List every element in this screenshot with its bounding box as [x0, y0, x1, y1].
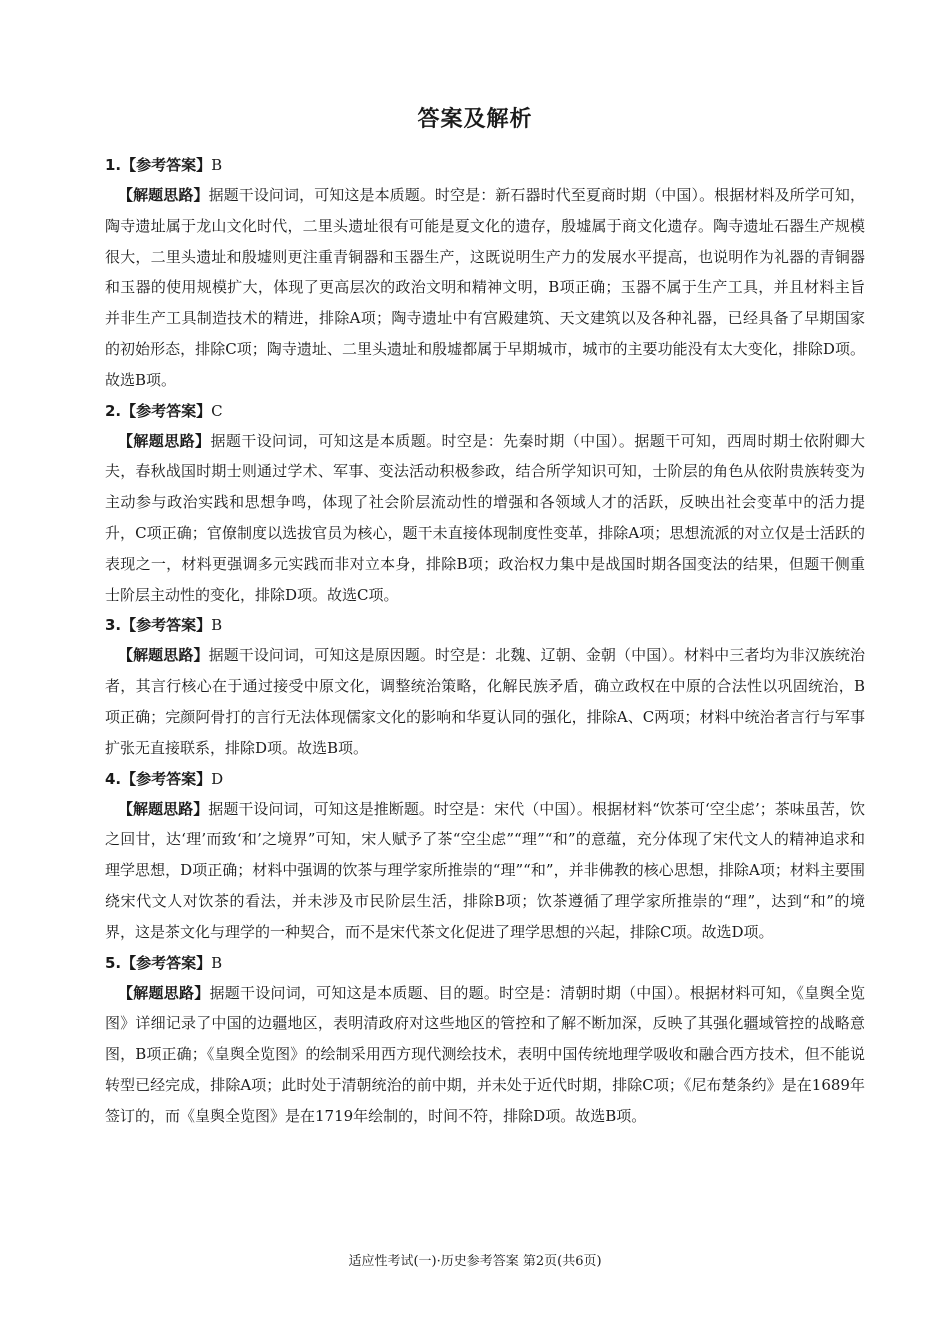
answer-value: B — [211, 616, 223, 635]
page-footer: 适应性考试(一)·历史参考答案 第2页(共6页) — [348, 1254, 602, 1269]
question-number: 4. — [105, 769, 122, 788]
analysis-paragraph — [105, 180, 865, 396]
analysis-tag: 【解题思路】 — [118, 646, 209, 665]
question-number: 1. — [105, 156, 122, 174]
answer-tag: 【参考答案】 — [121, 953, 212, 972]
analysis-text: 据题干设问词，可知这是本质题。时空是：先秦时期（中国）。据题干可知，西周时期士依附卿大夫，春秋战国时期士则通过学术、军事、变法活动积极参政，结合所学知识可知，士阶层的角色从依附贵族转变为主动参与政治实践和思想争鸣，体现了社会阶层流动性的增强和各领域人才的活跃，反映出社会变革中的活力提升，C项正确；官僚制度以选拔官员为核心，题干未直接体现制度性变革，排除A项；思想流派的对立仅是士活跃的表现之一，材料更强调多元实践而非对立本身，排除B项；政治权力集中是战国时期各国变法的结果，但题干侧重士阶层主动性的变化，排除D项。故选C项。 — [105, 431, 865, 604]
question-item — [105, 610, 865, 763]
answer-line — [105, 610, 865, 640]
question-number: 3. — [105, 616, 122, 635]
analysis-tag: 【解题思路】 — [118, 983, 210, 1002]
answer-tag: 【参考答案】 — [121, 156, 212, 174]
analysis-tag: 【解题思路】 — [118, 799, 209, 818]
answer-value: B — [211, 156, 223, 174]
analysis-tag: 【解题思路】 — [118, 186, 209, 204]
answer-list — [105, 150, 865, 1132]
analysis-tag: 【解题思路】 — [118, 431, 211, 450]
question-item — [105, 150, 865, 396]
analysis-text: 据题干设问词，可知这是本质题。时空是：新石器时代至夏商时期（中国）。根据材料及所学可知，陶寺遗址属于龙山文化时代，二里头遗址很有可能是夏文化的遗存，殷墟属于商文化遗存。陶寺遗址石器生产规模很大，二里头遗址和殷墟则更注重青铜器和玉器生产，这既说明生产力的发展水平提高，也说明作为礼器的青铜器和玉器的使用规模扩大，体现了更高层次的政治文明和精神文明，B项正确；玉器不属于生产工具，并且材料主旨并非生产工具制造技术的精进，排除A项；陶寺遗址中有宫殿建筑、天文建筑以及各种礼器，已经具备了早期国家的初始形态，排除C项；陶寺遗址、二里头遗址和殷墟都属于早期城市，城市的主要功能没有太大变化，排除D项。故选B项。 — [105, 186, 865, 389]
answer-line — [105, 150, 865, 180]
analysis-paragraph — [105, 794, 865, 948]
question-number: 5. — [105, 953, 122, 972]
answer-tag: 【参考答案】 — [121, 401, 212, 420]
answer-tag: 【参考答案】 — [121, 769, 212, 788]
question-item — [105, 764, 865, 948]
analysis-text: 据题干设问词，可知这是推断题。时空是：宋代（中国）。根据材料“饮茶可‘空尘虑’；茶味虽苦，饮之回甘，达‘理’而致‘和’之境界”可知，宋人赋予了茶“空尘虑”“理”“和”的意蕴，充分体现了宋代文人的精神追求和理学思想，D项正确；材料中强调的饮茶与理学家所推崇的“理”“和”，并非佛教的核心思想，排除A项；材料主要围绕宋代文人对饮茶的看法，并未涉及市民阶层生活，排除B项；饮茶遵循了理学家所推崇的“理”，达到“和”的境界，这是茶文化与理学的一种契合，而不是宋代茶文化促进了理学思想的兴起，排除C项。故选D项。 — [105, 799, 865, 941]
answer-line — [105, 396, 865, 426]
analysis-paragraph — [105, 640, 865, 763]
answer-line — [105, 948, 865, 978]
analysis-paragraph — [105, 426, 865, 611]
answer-value: D — [211, 769, 224, 788]
answer-tag: 【参考答案】 — [121, 616, 212, 635]
question-item — [105, 948, 865, 1132]
analysis-paragraph — [105, 978, 865, 1132]
analysis-text: 据题干设问词，可知这是原因题。时空是：北魏、辽朝、金朝（中国）。材料中三者均为非汉族统治者，其言行核心在于通过接受中原文化，调整统治策略，化解民族矛盾，确立政权在中原的合法性以巩固统治，B项正确；完颜阿骨打的言行无法体现儒家文化的影响和华夏认同的强化，排除A、C两项；材料中统治者言行与军事扩张无直接联系，排除D项。故选B项。 — [105, 646, 865, 757]
question-item — [105, 396, 865, 611]
question-number: 2. — [105, 401, 122, 420]
answer-value: B — [211, 953, 223, 972]
analysis-text: 据题干设问词，可知这是本质题、目的题。时空是：清朝时期（中国）。根据材料可知，《皇舆全览图》详细记录了中国的边疆地区，表明清政府对这些地区的管控和了解不断加深，反映了其强化疆域管控的战略意图，B项正确；《皇舆全览图》的绘制采用西方现代测绘技术，表明中国传统地理学吸收和融合西方技术，但不能说转型已经完成，排除A项；此时处于清朝统治的前中期，并未处于近代时期，排除C项；《尼布楚条约》是在1689年签订的，而《皇舆全览图》是在1719年绘制的，时间不符，排除D项。故选B项。 — [105, 983, 865, 1125]
answer-line — [105, 764, 865, 794]
answer-value: C — [211, 401, 223, 420]
page-title: 答案及解析 — [417, 107, 533, 132]
